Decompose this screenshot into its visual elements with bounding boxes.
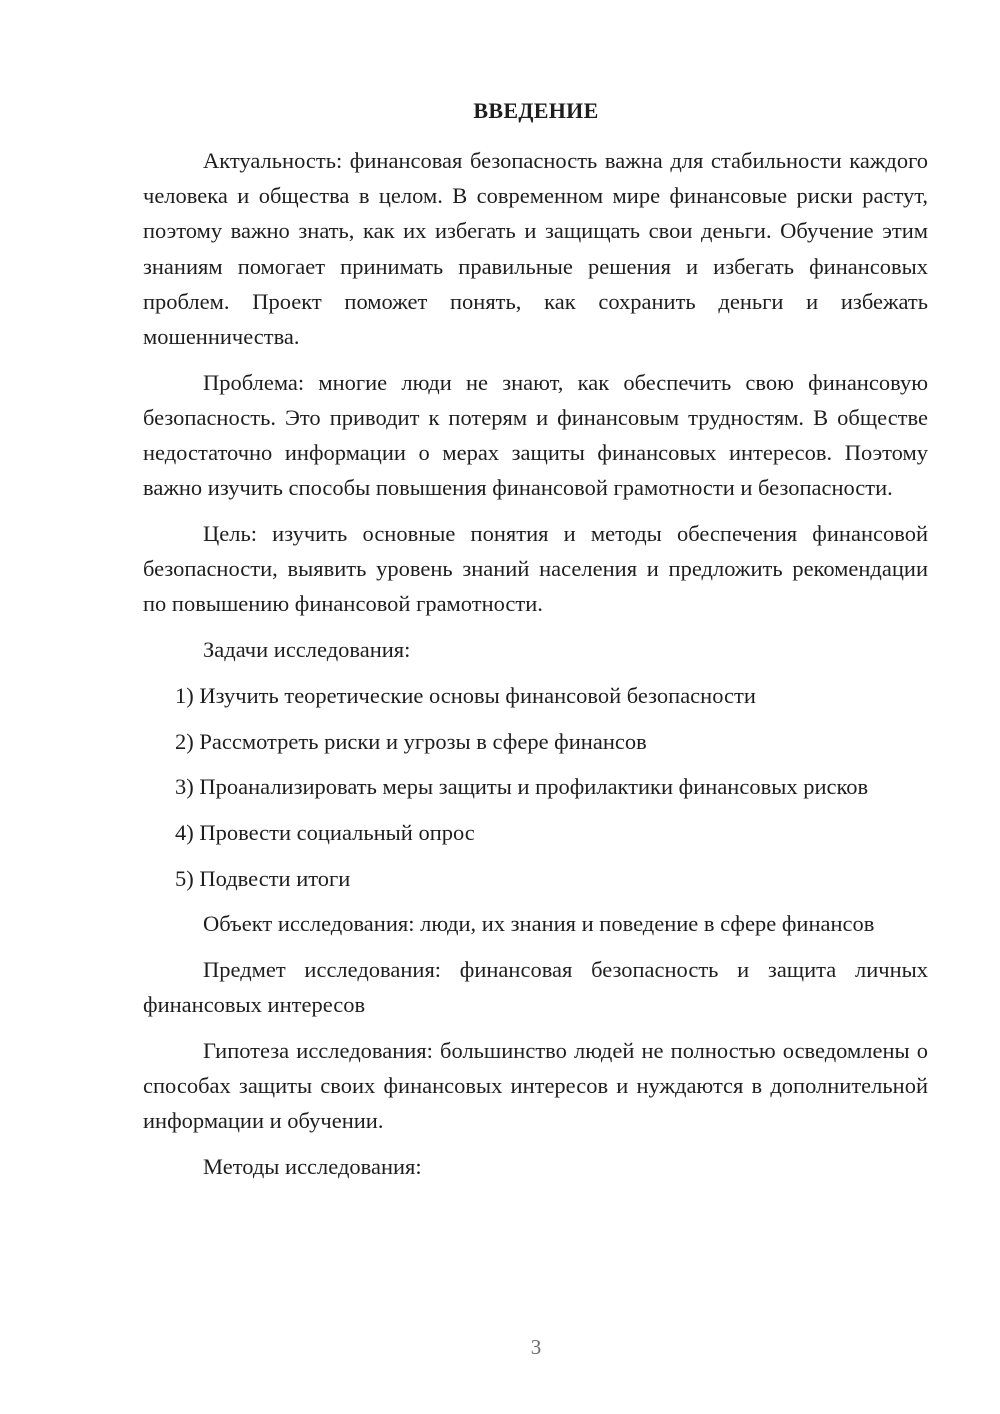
paragraph-hypothesis: Гипотеза исследования: большинство людей не полностью осведомлены о способах защиты своих финансовых интересов и нуждаются в дополнительной информации и обучении. <box>143 1037 928 1134</box>
paragraph-object: Объект исследования: люди, их знания и поведение в сфере финансов <box>203 911 875 937</box>
document-body <box>143 143 928 1195</box>
paragraph-subject: Предмет исследования: финансовая безопасность и защита личных финансовых интересов <box>143 957 928 1018</box>
task-item: 1) Изучить теоретические основы финансовой безопасности <box>175 682 756 708</box>
paragraph-problem: Проблема: многие люди не знают, как обеспечить свою финансовую безопасность. Это приводит к потерям и финансовым трудностям. В обществе недостаточно информации о мерах защиты финансовых интересов. Поэтому важно изучить способы повышения финансовой грамотности и безопасности. <box>143 369 928 501</box>
paragraph-goal: Цель: изучить основные понятия и методы обеспечения финансовой безопасности, выявить уровень знаний населения и предложить рекомендации по повышению финансовой грамотности. <box>143 521 928 617</box>
page-title: ВВЕДЕНИЕ <box>473 98 599 123</box>
paragraph-tasks-heading: Задачи исследования: <box>203 637 411 663</box>
task-item: 3) Проанализировать меры защиты и профилактики финансовых рисков <box>175 774 869 800</box>
page-number: 3 <box>530 1335 542 1359</box>
task-item: 4) Провести социальный опрос <box>175 819 475 845</box>
paragraph-methods: Методы исследования: <box>203 1154 422 1180</box>
task-item: 2) Рассмотреть риски и угрозы в сфере финансов <box>175 728 647 754</box>
task-item: 5) Подвести итоги <box>175 865 351 891</box>
paragraph-relevance: Актуальность: финансовая безопасность важна для стабильности каждого человека и общества в целом. В современном мире финансовые риски растут, поэтому важно знать, как их избегать и защищать свои деньги. Обучение этим знаниям помогает принимать правильные решения и избегать финансовых проблем. Проект поможет понять, как сохранить деньги и избежать мошенничества. <box>143 148 928 350</box>
